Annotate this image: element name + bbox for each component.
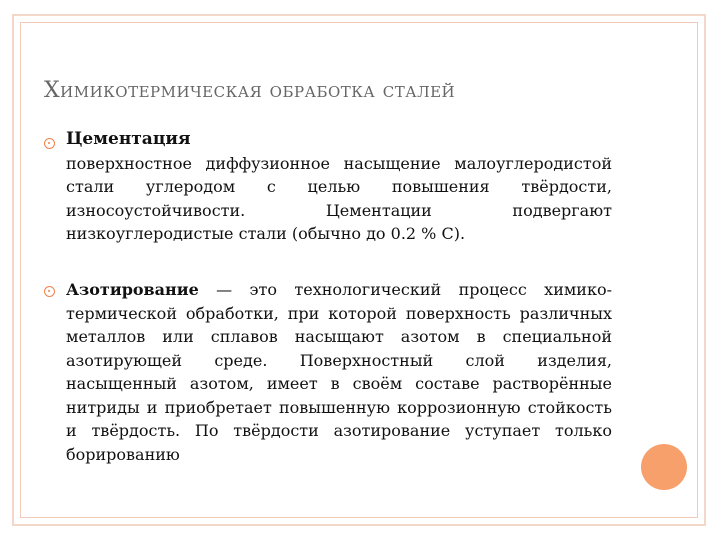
bullet-2-marker-icon: [44, 286, 55, 297]
decorative-orange-circle: [641, 444, 687, 490]
bullet-item-cementation: [66, 128, 612, 246]
bullet-1-marker-icon: [44, 138, 55, 149]
bullet-2-heading: Азотирование: [66, 280, 199, 299]
slide-title: Химикотермическая обработка сталей: [44, 78, 456, 103]
bullet-item-nitriding: [66, 278, 612, 466]
bullet-2-text: — это технологический процесс химико-термической обработки, при которой поверхность различных металлов или сплавов насыщают азотом в специальной азотирующей среде. Поверхностный слой изделия, насыщенный азотом, имеет в своём составе растворённые нитриды и приобретает повышенную коррозионную стойкость и твёрдость. По твёрдости азотирование уступает только борированию: [66, 280, 612, 464]
bullet-1-text: поверхностное диффузионное насыщение малоуглеродистой стали углеродом с целью повышения твёрдости, износоустойчивости. Цементации подвергают низкоуглеродистые стали (обычно до 0.2 % С).: [66, 153, 612, 243]
bullet-1-heading: Цементация: [66, 129, 191, 149]
bullet-2-paragraph: [66, 278, 612, 466]
